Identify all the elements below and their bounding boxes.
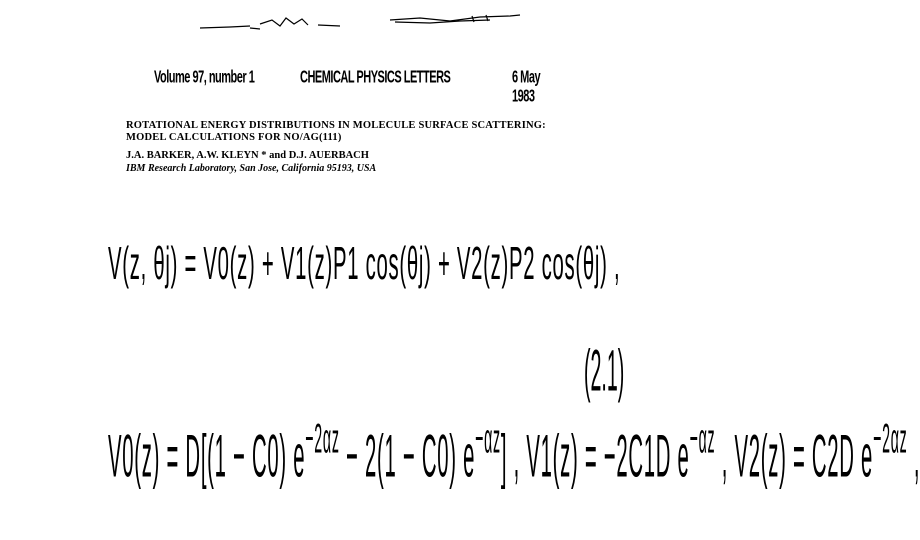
eq2-exponent-d: −2αz: [873, 418, 908, 466]
equation-potential: V(z, θj) = V0(z) + V1(z)P1 cos(θj) + V2(z)P2 cos(θj) ,: [108, 236, 621, 289]
eq2-part-c: ] , V1(z) = −2C1D e: [500, 420, 690, 490]
article-title: [126, 120, 626, 144]
journal-header: [150, 68, 560, 107]
title-line-2: MODEL CALCULATIONS FOR NO/AG(111): [126, 132, 342, 143]
eq2-exponent-c: −αz: [689, 418, 716, 466]
authors: J.A. BARKER, A.W. KLEYN * and D.J. AUERBACH: [126, 150, 369, 161]
equation-number: (2.1): [584, 336, 625, 404]
eq2-exponent-a: −2αz: [305, 418, 340, 466]
eq2-part-a: V0(z) = D[(1 − C0) e: [108, 420, 306, 490]
scan-artifact: [190, 12, 530, 34]
issue-date: 6 May 1983: [512, 68, 541, 107]
affiliation: IBM Research Laboratory, San Jose, California 95193, USA: [126, 163, 377, 174]
eq2-part-d: , V2(z) = C2D e: [715, 420, 874, 490]
eq2-part-b: − 2(1 − C0) e: [339, 420, 476, 490]
journal-name: CHEMICAL PHYSICS LETTERS: [300, 68, 451, 88]
eq2-end: ,: [907, 420, 920, 490]
title-line-1: ROTATIONAL ENERGY DISTRIBUTIONS IN MOLECULE SURFACE SCATTERING:: [126, 120, 546, 131]
volume-label: Volume 97, number 1: [154, 68, 255, 88]
equation-components: [108, 418, 920, 490]
eq2-exponent-b: −αz: [475, 418, 501, 466]
